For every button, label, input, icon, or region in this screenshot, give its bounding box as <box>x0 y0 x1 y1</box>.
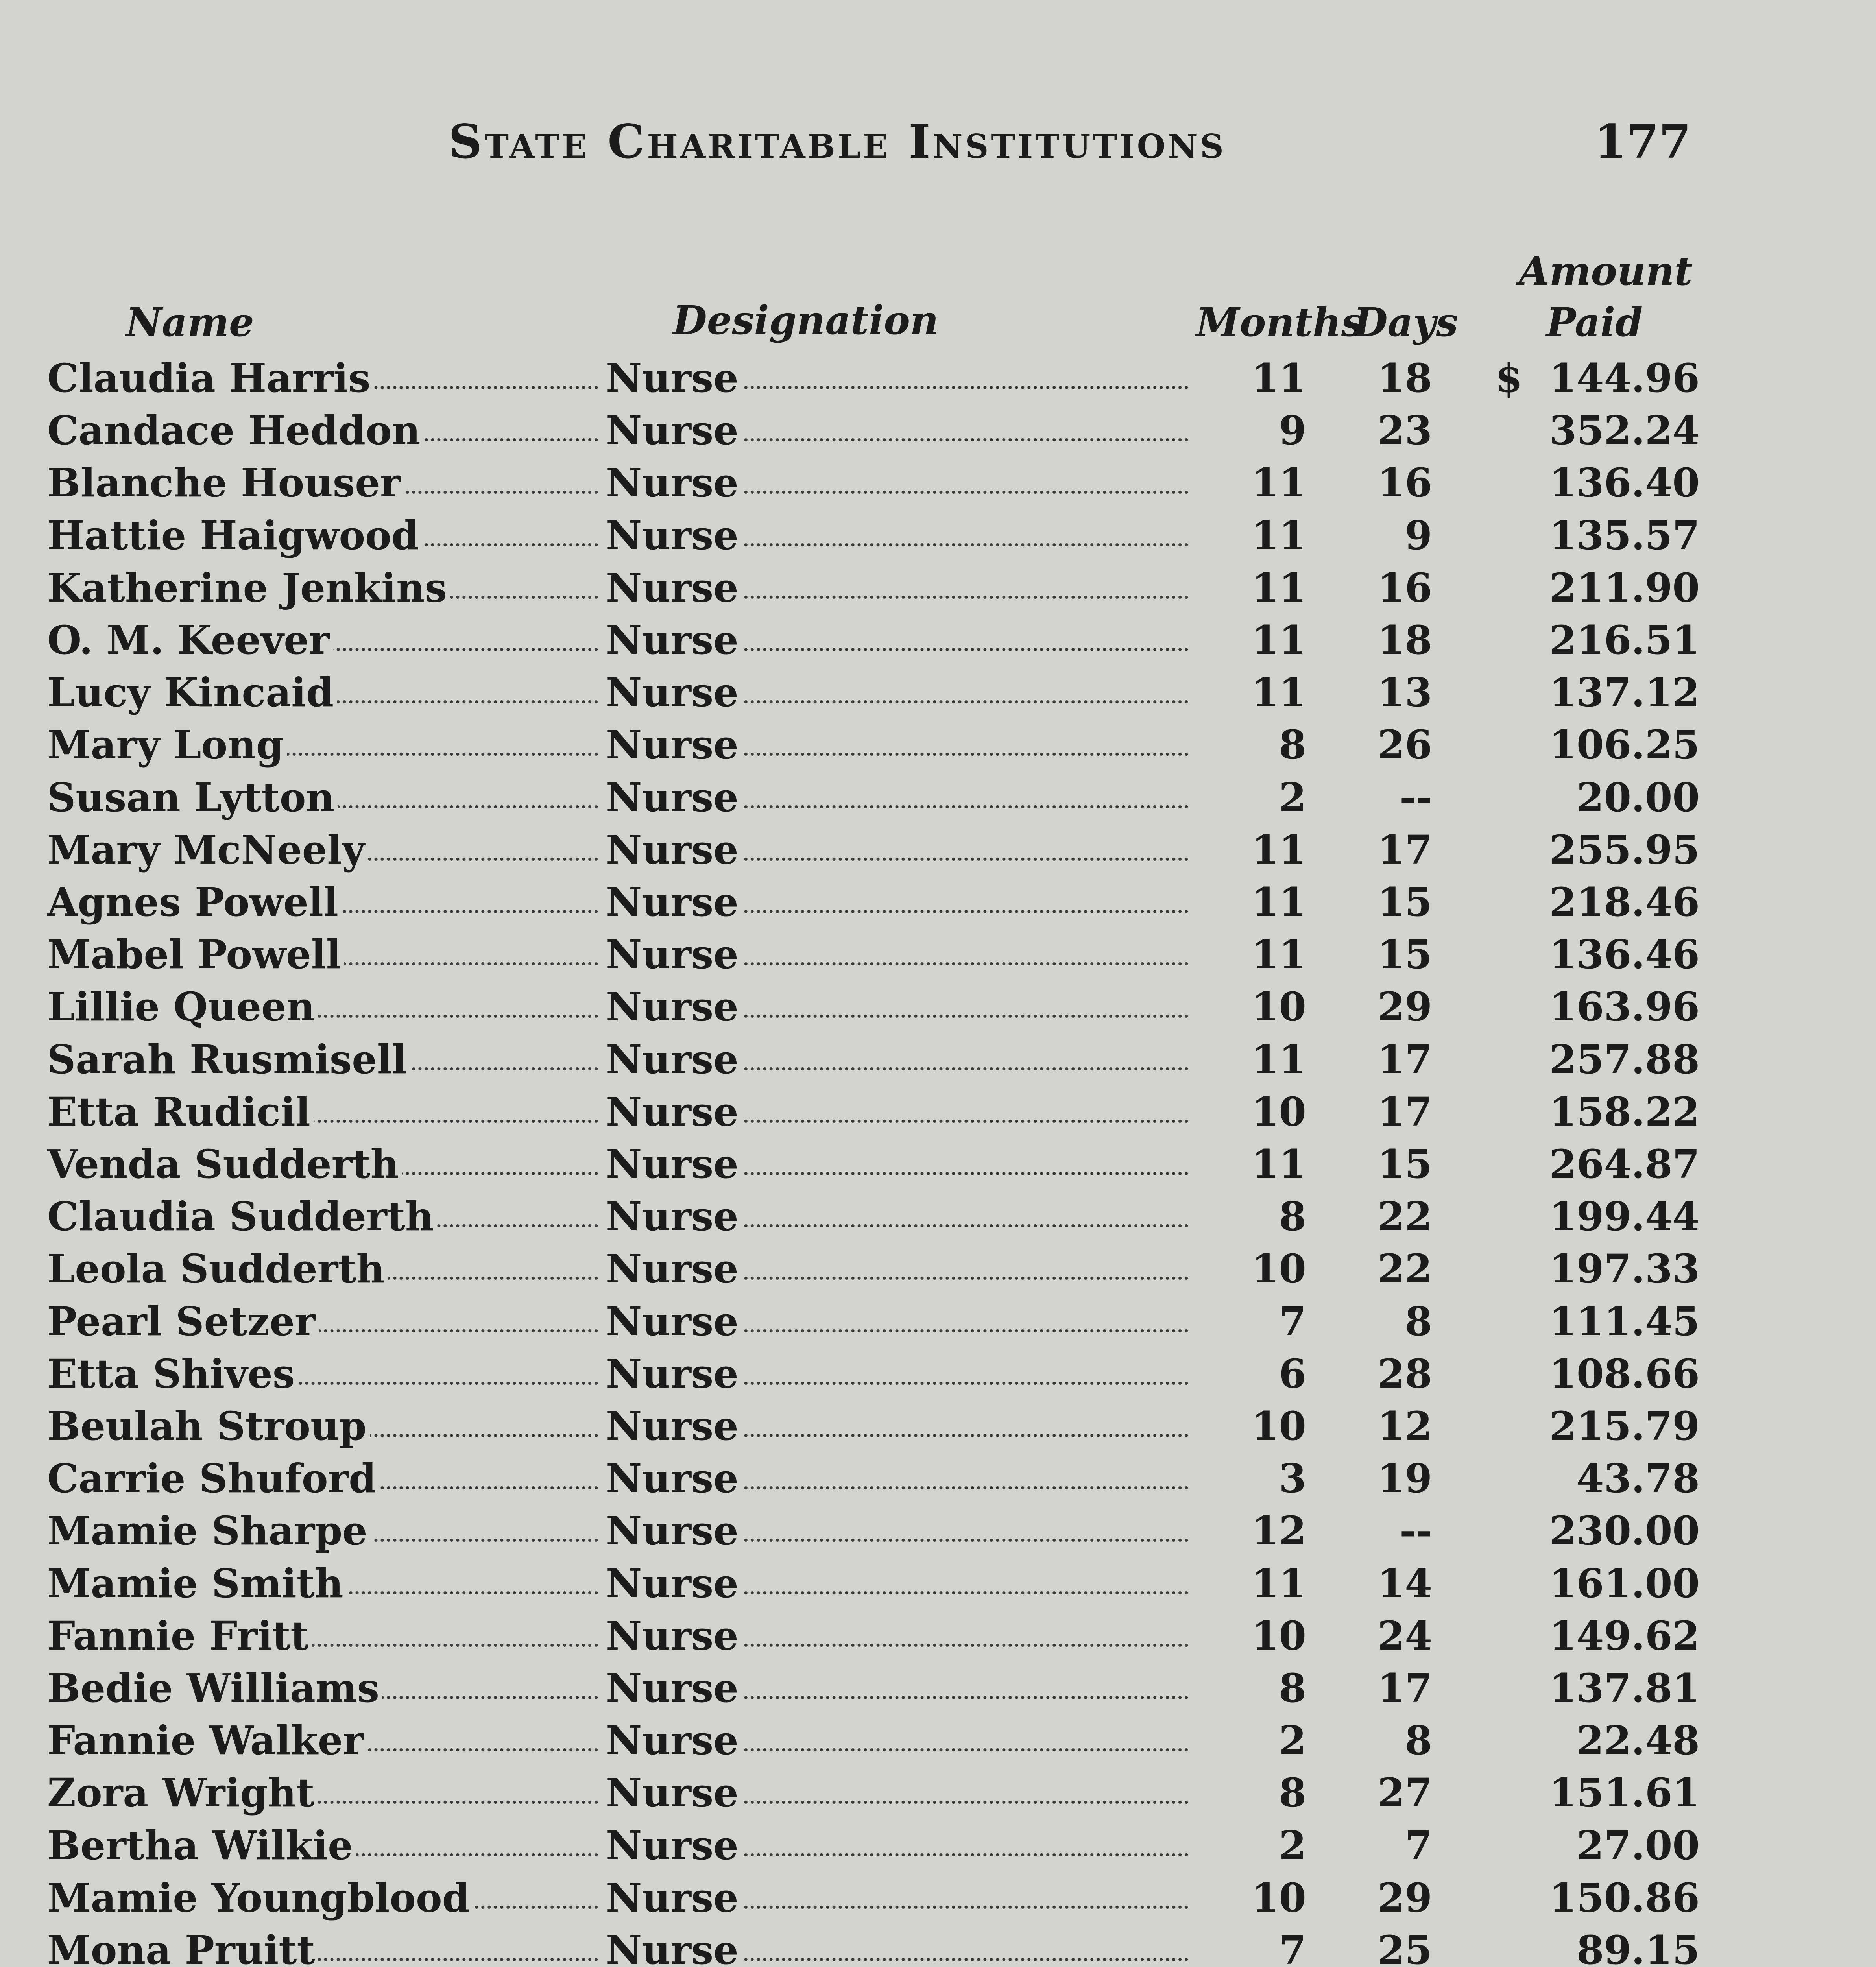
employee-name: Claudia Sudderth <box>47 1190 437 1243</box>
months-value: 7 <box>1279 1927 1306 1967</box>
amount-paid: 137.12 <box>1549 669 1700 716</box>
table-row <box>0 1033 1876 1086</box>
days-value: 14 <box>1377 1560 1432 1607</box>
designation: Nurse <box>606 614 742 666</box>
days-value: 15 <box>1377 879 1432 925</box>
employee-name: Fannie Walker <box>47 1714 367 1767</box>
employee-name: Susan Lytton <box>47 771 338 824</box>
months-value: 10 <box>1251 1874 1306 1921</box>
days-value: 29 <box>1377 1874 1432 1921</box>
designation: Nurse <box>606 1033 742 1086</box>
months-value: 8 <box>1279 1665 1306 1711</box>
days-value: 18 <box>1377 355 1432 401</box>
column-header-months: Months <box>1196 299 1364 345</box>
column-header-name: Name <box>126 299 254 345</box>
days-value: 18 <box>1377 617 1432 663</box>
table-row <box>0 928 1876 981</box>
amount-paid: 149.62 <box>1549 1612 1700 1659</box>
designation: Nurse <box>606 1557 742 1610</box>
table-row <box>0 1295 1876 1348</box>
amount-paid: 158.22 <box>1549 1088 1700 1135</box>
table-row <box>0 1767 1876 1819</box>
table-row <box>0 1243 1876 1295</box>
table-row <box>0 1138 1876 1190</box>
amount-paid: 106.25 <box>1549 721 1700 768</box>
amount-paid: 137.81 <box>1549 1665 1700 1711</box>
days-value: 12 <box>1377 1403 1432 1449</box>
designation: Nurse <box>606 509 742 562</box>
table-row <box>0 1714 1876 1767</box>
amount-paid: 144.96 <box>1549 355 1700 401</box>
months-value: 10 <box>1251 1246 1306 1292</box>
months-value: 11 <box>1251 826 1306 873</box>
months-value: 12 <box>1251 1508 1306 1554</box>
employee-name: Blanche Houser <box>47 457 404 509</box>
months-value: 10 <box>1251 1088 1306 1135</box>
amount-paid: 108.66 <box>1549 1350 1700 1397</box>
months-value: 11 <box>1251 931 1306 978</box>
months-value: 11 <box>1251 512 1306 559</box>
days-value: 9 <box>1405 512 1432 559</box>
designation: Nurse <box>606 1872 742 1924</box>
months-value: 11 <box>1251 459 1306 506</box>
designation: Nurse <box>606 824 742 876</box>
employee-name: Agnes Powell <box>47 876 342 928</box>
amount-paid: 150.86 <box>1549 1874 1700 1921</box>
table-row <box>0 352 1876 404</box>
table-row <box>0 1872 1876 1924</box>
months-value: 8 <box>1279 721 1306 768</box>
designation: Nurse <box>606 1086 742 1138</box>
table-row <box>0 509 1876 562</box>
amount-paid: 215.79 <box>1549 1403 1700 1449</box>
months-value: 6 <box>1279 1350 1306 1397</box>
amount-paid: 89.15 <box>1576 1927 1700 1967</box>
employee-name: Lucy Kincaid <box>47 666 337 719</box>
days-value: 17 <box>1377 1665 1432 1711</box>
employee-name: Fannie Fritt <box>47 1610 312 1662</box>
designation: Nurse <box>606 1138 742 1190</box>
amount-paid: 264.87 <box>1549 1141 1700 1187</box>
amount-paid: 27.00 <box>1576 1822 1700 1869</box>
days-value: 22 <box>1377 1246 1432 1292</box>
days-value: 25 <box>1377 1927 1432 1967</box>
employee-name: Mamie Sharpe <box>47 1505 371 1557</box>
table-row <box>0 666 1876 719</box>
days-value: 8 <box>1405 1717 1432 1764</box>
amount-paid: 218.46 <box>1549 879 1700 925</box>
designation: Nurse <box>606 1662 742 1714</box>
employee-name: Leola Sudderth <box>47 1243 388 1295</box>
designation: Nurse <box>606 928 742 981</box>
table-row <box>0 562 1876 614</box>
designation: Nurse <box>606 1610 742 1662</box>
days-value: 17 <box>1377 826 1432 873</box>
table-row <box>0 876 1876 928</box>
table-row <box>0 1924 1876 1967</box>
months-value: 3 <box>1279 1455 1306 1502</box>
employee-name: Zora Wright <box>47 1767 318 1819</box>
designation: Nurse <box>606 719 742 771</box>
table-row <box>0 1400 1876 1452</box>
designation: Nurse <box>606 562 742 614</box>
table-row <box>0 404 1876 457</box>
employee-name: Mabel Powell <box>47 928 344 981</box>
table-row <box>0 457 1876 509</box>
days-value: -- <box>1399 774 1432 821</box>
amount-paid: 135.57 <box>1549 512 1700 559</box>
days-value: 16 <box>1377 459 1432 506</box>
employee-name: Bertha Wilkie <box>47 1819 356 1872</box>
table-row <box>0 1662 1876 1714</box>
months-value: 11 <box>1251 1036 1306 1083</box>
employee-name: Pearl Setzer <box>47 1295 319 1348</box>
amount-paid: 163.96 <box>1549 984 1700 1030</box>
days-value: 27 <box>1377 1770 1432 1816</box>
table-row <box>0 981 1876 1033</box>
column-header-amount: Amount <box>1519 248 1693 294</box>
column-header-designation: Designation <box>673 297 939 343</box>
months-value: 11 <box>1251 1560 1306 1607</box>
amount-paid: 352.24 <box>1549 407 1700 454</box>
days-value: 24 <box>1377 1612 1432 1659</box>
designation: Nurse <box>606 1295 742 1348</box>
employee-name: Mamie Smith <box>47 1557 347 1610</box>
days-value: 28 <box>1377 1350 1432 1397</box>
designation: Nurse <box>606 352 742 404</box>
column-header-days: Days <box>1353 299 1458 345</box>
table-row <box>0 1086 1876 1138</box>
employee-name: Hattie Haigwood <box>47 509 422 562</box>
months-value: 11 <box>1251 879 1306 925</box>
table-row <box>0 1557 1876 1610</box>
months-value: 11 <box>1251 669 1306 716</box>
days-value: 15 <box>1377 931 1432 978</box>
designation: Nurse <box>606 1819 742 1872</box>
table-row <box>0 771 1876 824</box>
days-value: 22 <box>1377 1193 1432 1240</box>
months-value: 2 <box>1279 1822 1306 1869</box>
days-value: 13 <box>1377 669 1432 716</box>
employee-name: Lillie Queen <box>47 981 318 1033</box>
amount-paid: 136.46 <box>1549 931 1700 978</box>
designation: Nurse <box>606 876 742 928</box>
months-value: 10 <box>1251 1403 1306 1449</box>
amount-paid: 43.78 <box>1576 1455 1700 1502</box>
designation: Nurse <box>606 457 742 509</box>
amount-paid: 257.88 <box>1549 1036 1700 1083</box>
table-row <box>0 719 1876 771</box>
designation: Nurse <box>606 1924 742 1967</box>
amount-paid: 197.33 <box>1549 1246 1700 1292</box>
amount-paid: 111.45 <box>1549 1298 1700 1345</box>
employee-name: Etta Rudicil <box>47 1086 314 1138</box>
employee-name: Katherine Jenkins <box>47 562 450 614</box>
designation: Nurse <box>606 1767 742 1819</box>
table-row <box>0 1190 1876 1243</box>
designation: Nurse <box>606 404 742 457</box>
table-row <box>0 614 1876 666</box>
days-value: 29 <box>1377 984 1432 1030</box>
designation: Nurse <box>606 1243 742 1295</box>
days-value: 7 <box>1405 1822 1432 1869</box>
designation: Nurse <box>606 1505 742 1557</box>
months-value: 10 <box>1251 984 1306 1030</box>
employee-name: Claudia Harris <box>47 352 374 404</box>
months-value: 11 <box>1251 617 1306 663</box>
days-value: 15 <box>1377 1141 1432 1187</box>
amount-paid: 22.48 <box>1576 1717 1700 1764</box>
employee-name: Carrie Shuford <box>47 1452 379 1505</box>
days-value: -- <box>1399 1508 1432 1554</box>
days-value: 16 <box>1377 564 1432 611</box>
designation: Nurse <box>606 1400 742 1452</box>
months-value: 11 <box>1251 355 1306 401</box>
months-value: 8 <box>1279 1770 1306 1816</box>
employee-name: Beulah Stroup <box>47 1400 370 1452</box>
designation: Nurse <box>606 1714 742 1767</box>
employee-name: Mona Pruitt <box>47 1924 318 1967</box>
designation: Nurse <box>606 771 742 824</box>
days-value: 19 <box>1377 1455 1432 1502</box>
employee-name: Mamie Youngblood <box>47 1872 473 1924</box>
table-row <box>0 1819 1876 1872</box>
employee-name: Bedie Williams <box>47 1662 382 1714</box>
months-value: 2 <box>1279 1717 1306 1764</box>
months-value: 8 <box>1279 1193 1306 1240</box>
months-value: 10 <box>1251 1612 1306 1659</box>
months-value: 11 <box>1251 564 1306 611</box>
dollar-sign: $ <box>1495 355 1523 401</box>
days-value: 17 <box>1377 1036 1432 1083</box>
page-number: 177 <box>1594 114 1691 169</box>
designation: Nurse <box>606 666 742 719</box>
table-row <box>0 1348 1876 1400</box>
months-value: 2 <box>1279 774 1306 821</box>
table-row <box>0 824 1876 876</box>
days-value: 8 <box>1405 1298 1432 1345</box>
table-row <box>0 1610 1876 1662</box>
designation: Nurse <box>606 1452 742 1505</box>
employee-name: Mary Long <box>47 719 287 771</box>
employee-name: Venda Sudderth <box>47 1138 402 1190</box>
running-head: State Charitable Institutions <box>449 114 1226 169</box>
employee-name: Etta Shives <box>47 1348 298 1400</box>
amount-paid: 20.00 <box>1576 774 1700 821</box>
table-row <box>0 1452 1876 1505</box>
amount-paid: 136.40 <box>1549 459 1700 506</box>
days-value: 17 <box>1377 1088 1432 1135</box>
days-value: 26 <box>1377 721 1432 768</box>
column-header-paid: Paid <box>1546 299 1643 345</box>
amount-paid: 216.51 <box>1549 617 1700 663</box>
amount-paid: 199.44 <box>1549 1193 1700 1240</box>
amount-paid: 255.95 <box>1549 826 1700 873</box>
months-value: 11 <box>1251 1141 1306 1187</box>
amount-paid: 230.00 <box>1549 1508 1700 1554</box>
employee-name: Sarah Rusmisell <box>47 1033 410 1086</box>
months-value: 7 <box>1279 1298 1306 1345</box>
employee-name: O. M. Keever <box>47 614 333 666</box>
amount-paid: 211.90 <box>1549 564 1700 611</box>
days-value: 23 <box>1377 407 1432 454</box>
months-value: 9 <box>1279 407 1306 454</box>
designation: Nurse <box>606 981 742 1033</box>
amount-paid: 161.00 <box>1549 1560 1700 1607</box>
employee-name: Candace Heddon <box>47 404 424 457</box>
designation: Nurse <box>606 1348 742 1400</box>
table-row <box>0 1505 1876 1557</box>
designation: Nurse <box>606 1190 742 1243</box>
employee-name: Mary McNeely <box>47 824 368 876</box>
amount-paid: 151.61 <box>1549 1770 1700 1816</box>
